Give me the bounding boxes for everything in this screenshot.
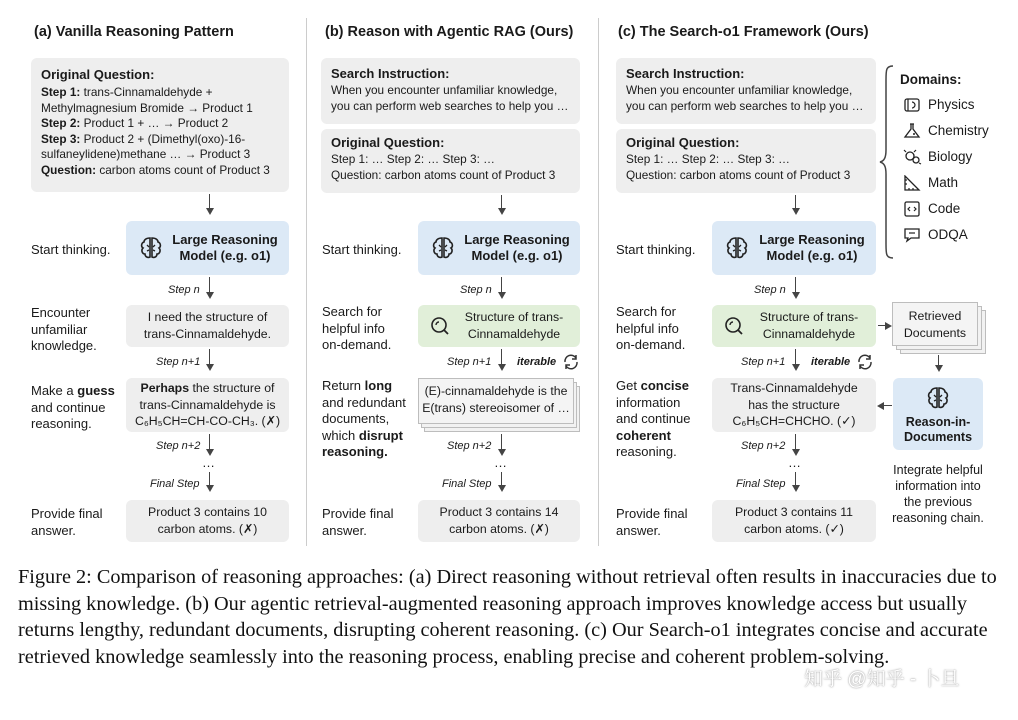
panel-c-structure-box: Structure of trans- Cinnamaldehyde bbox=[712, 305, 876, 347]
brain-icon bbox=[925, 385, 951, 411]
panel-a-need-box: I need the structure of trans-Cinnamaldehyde. bbox=[126, 305, 289, 347]
panel-c-instruction-box: Search Instruction: When you encounter unfamiliar knowledge, you can perform web searches to help you … bbox=[616, 58, 876, 124]
iterable-label: iterable bbox=[517, 356, 557, 368]
watermark: 知乎 @知乎 - 卜旦 bbox=[804, 669, 960, 690]
domain-name: Math bbox=[928, 175, 959, 190]
domain-item bbox=[902, 121, 989, 141]
flask-icon bbox=[902, 123, 928, 138]
search-icon bbox=[430, 316, 450, 336]
step-n-label: Step n bbox=[754, 284, 786, 296]
panel-c-model-box: Large Reasoning Model (e.g. o1) bbox=[712, 221, 876, 275]
iterable-label: iterable bbox=[811, 356, 851, 368]
panel-a-encounter-label: Encounter unfamiliar knowledge. bbox=[31, 305, 97, 353]
question-step-line: Question: carbon atoms count of Product 3 bbox=[41, 162, 270, 177]
panel-a-title: (a) Vanilla Reasoning Pattern bbox=[34, 24, 234, 40]
panel-a-final-label: Provide final answer. bbox=[31, 506, 103, 538]
step-n2-label: Step n+2 bbox=[156, 440, 201, 452]
question-step-line: sulfaneylidene)methane … → Product 3 bbox=[41, 147, 251, 161]
domains-title: Domains: bbox=[900, 72, 962, 87]
brain-icon bbox=[724, 235, 750, 261]
atom-icon bbox=[902, 97, 928, 112]
question-steps bbox=[41, 85, 279, 178]
panel-c-trans-box: Trans-Cinnamaldehyde has the structure C₆H₅CH=CHCHO. (✓) bbox=[712, 378, 876, 432]
domain-name: Biology bbox=[928, 149, 973, 164]
panel-b-title: (b) Reason with Agentic RAG (Ours) bbox=[325, 24, 574, 40]
step-n1-label: Step n+1 bbox=[447, 356, 492, 368]
ellipsis: … bbox=[788, 455, 802, 470]
doc-stack-front: (E)-cinnamaldehyde is the E(trans) stereoisomer of … bbox=[418, 378, 574, 424]
question-title: Original Question: bbox=[41, 67, 155, 82]
panel-c-question-box: Original Question: Step 1: … Step 2: … Step 3: … Question: carbon atoms count of Product 3 bbox=[616, 129, 876, 193]
panel-b-structure-box: Structure of trans- Cinnamaldehyde bbox=[418, 305, 580, 347]
panel-c-final-box: Product 3 contains 11 carbon atoms. (✓) bbox=[712, 500, 876, 542]
domain-item bbox=[902, 225, 968, 245]
panel-b-instruction-box: Search Instruction: When you encounter unfamiliar knowledge, you can perform web searches to help you … bbox=[321, 58, 580, 124]
question-step-line: Step 2: Product 1 + … → Product 2 bbox=[41, 116, 229, 130]
panel-c-concise-label: Get concise information and continue coherent reasoning. bbox=[616, 378, 691, 459]
panel-a-question-box bbox=[31, 58, 289, 192]
panel-c-search-label: Search for helpful info on-demand. bbox=[616, 304, 686, 352]
ruler-icon bbox=[902, 175, 928, 190]
brain-icon bbox=[138, 235, 164, 261]
ellipsis: … bbox=[202, 455, 216, 470]
brain-icon bbox=[430, 235, 456, 261]
domain-name: Physics bbox=[928, 97, 975, 112]
retrieved-documents: Retrieved Documents bbox=[892, 302, 978, 346]
separator bbox=[306, 18, 307, 546]
microbe-icon bbox=[902, 149, 928, 164]
model-label-2: Model (e.g. o1) bbox=[179, 248, 271, 263]
separator bbox=[598, 18, 599, 546]
panel-c-title: (c) The Search-o1 Framework (Ours) bbox=[618, 24, 869, 40]
code-icon bbox=[902, 201, 928, 216]
domain-name: Chemistry bbox=[928, 123, 989, 138]
question-step-line: Step 1: trans-Cinnamaldehyde + bbox=[41, 85, 213, 99]
loop-icon bbox=[856, 353, 874, 371]
question-step-line: Step 3: Product 2 + (Dimethyl(oxo)-16- bbox=[41, 131, 246, 146]
panel-a-start-label: Start thinking. bbox=[31, 242, 111, 257]
panel-b-return-label: Return long and redundant documents, which disrupt reasoning. bbox=[322, 378, 406, 459]
final-step-label: Final Step bbox=[736, 478, 786, 490]
step-n2-label: Step n+2 bbox=[447, 440, 492, 452]
step-n1-label: Step n+1 bbox=[741, 356, 786, 368]
search-icon bbox=[724, 316, 744, 336]
panel-c-final-label: Provide final answer. bbox=[616, 506, 688, 538]
ellipsis: … bbox=[494, 455, 508, 470]
panel-b-final-label: Provide final answer. bbox=[322, 506, 394, 538]
panel-a-final-box: Product 3 contains 10 carbon atoms. (✗) bbox=[126, 500, 289, 542]
chat-icon bbox=[902, 227, 928, 242]
domain-item bbox=[902, 173, 958, 193]
final-step-label: Final Step bbox=[150, 478, 200, 490]
panel-b-search-label: Search for helpful info on-demand. bbox=[322, 304, 392, 352]
final-step-label: Final Step bbox=[442, 478, 492, 490]
question-step-line: Methylmagnesium Bromide → Product 1 bbox=[41, 100, 253, 115]
brace bbox=[878, 64, 896, 260]
reason-in-documents-box: Reason-in- Documents bbox=[893, 378, 983, 450]
step-n2-label: Step n+2 bbox=[741, 440, 786, 452]
loop-icon bbox=[562, 353, 580, 371]
panel-c-start-label: Start thinking. bbox=[616, 242, 696, 257]
panel-b-start-label: Start thinking. bbox=[322, 242, 402, 257]
integrate-text: Integrate helpful information into the previous reasoning chain. bbox=[892, 463, 984, 525]
panel-a-model-box bbox=[126, 221, 289, 275]
domain-name: Code bbox=[928, 201, 961, 216]
panel-a-guess-label: Make a guess and continue reasoning. bbox=[31, 383, 115, 431]
step-n1-label: Step n+1 bbox=[156, 356, 201, 368]
step-n-label: Step n bbox=[168, 284, 200, 296]
domain-name: ODQA bbox=[928, 227, 968, 242]
domain-item bbox=[902, 147, 972, 167]
model-label-1: Large Reasoning bbox=[172, 232, 278, 247]
figure-caption: Figure 2: Comparison of reasoning approaches: (a) Direct reasoning without retrieval often results in inaccuracies due to missing knowledge. (b) Our agentic retrieval-augmented reasoning approach improves knowledge access but usually returns lengthy, redundant documents, disrupting coherent reasoning. (c) Our Search-o1 integrates concise and accurate retrieved knowledge seamlessly into the reasoning process, enabling precise and coherent problem-solving. bbox=[18, 566, 997, 669]
panel-a-perhaps-box: Perhaps the structure of trans-Cinnamaldehyde is C₆H₅CH=CH-CO-CH₃. (✗) bbox=[126, 378, 289, 432]
domain-item bbox=[902, 95, 975, 115]
panel-b-model-box: Large Reasoning Model (e.g. o1) bbox=[418, 221, 580, 275]
domain-item bbox=[902, 199, 960, 219]
step-n-label: Step n bbox=[460, 284, 492, 296]
panel-b-question-box: Original Question: Step 1: … Step 2: … Step 3: … Question: carbon atoms count of Product 3 bbox=[321, 129, 580, 193]
panel-b-final-box: Product 3 contains 14 carbon atoms. (✗) bbox=[418, 500, 580, 542]
